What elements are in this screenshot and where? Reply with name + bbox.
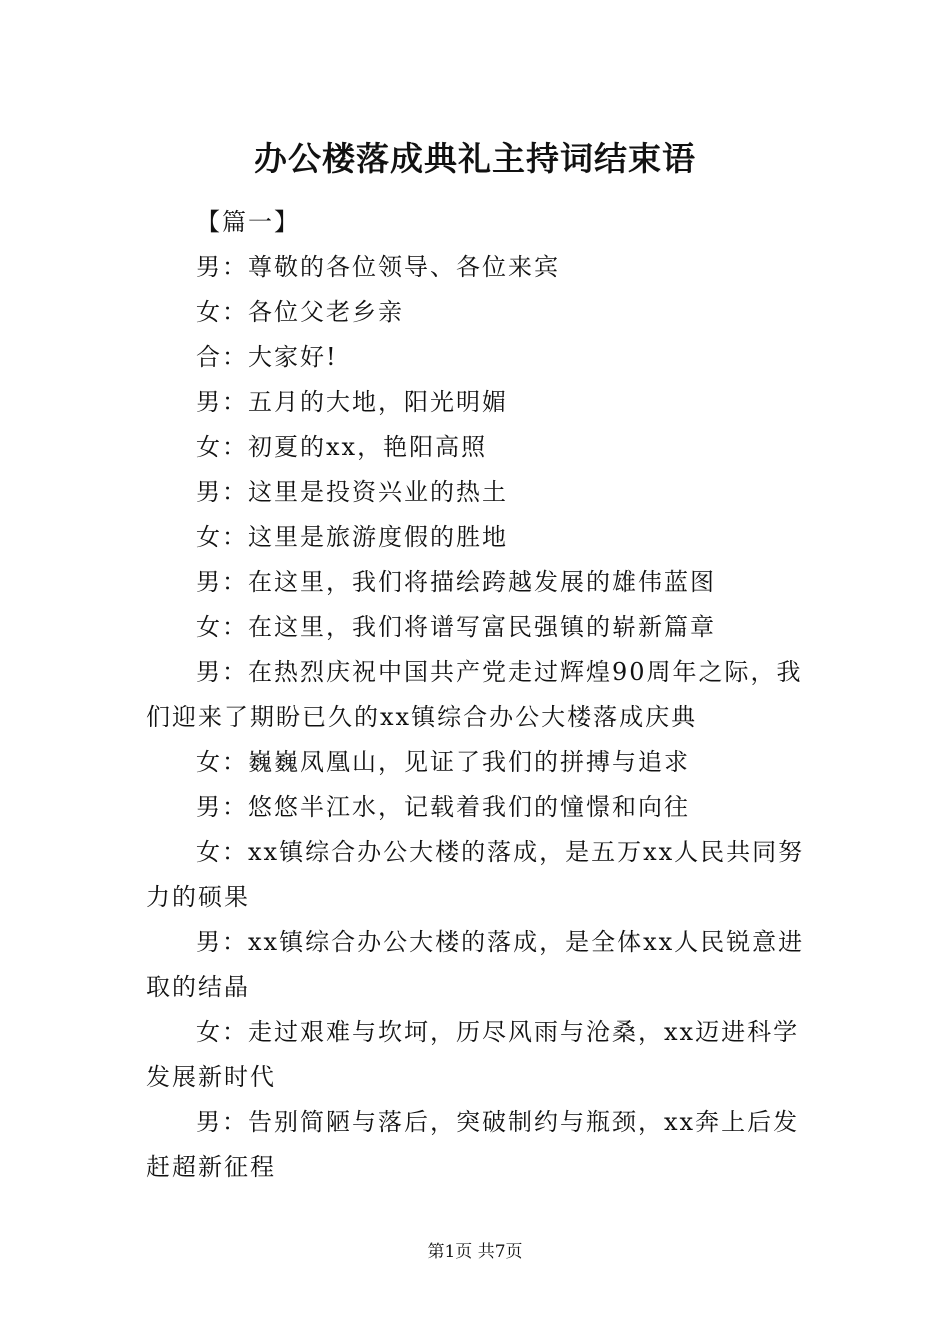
paragraph: 女：初夏的xx，艳阳高照 bbox=[196, 433, 488, 461]
paragraph: 男：五月的大地，阳光明媚 bbox=[196, 388, 508, 416]
paragraph: 男：告别简陋与落后，突破制约与瓶颈，xx奔上后发赶超新征程 bbox=[146, 1108, 800, 1181]
paragraph: 男：在这里，我们将描绘跨越发展的雄伟蓝图 bbox=[196, 568, 716, 596]
document-body bbox=[146, 200, 810, 1190]
paragraph: 女：在这里，我们将谱写富民强镇的崭新篇章 bbox=[196, 613, 716, 641]
paragraph: 男：尊敬的各位领导、各位来宾 bbox=[196, 253, 560, 281]
paragraph: 女：巍巍凤凰山，见证了我们的拼搏与追求 bbox=[196, 748, 690, 776]
section-heading: 【篇一】 bbox=[196, 208, 300, 236]
paragraph: 男：悠悠半江水，记载着我们的憧憬和向往 bbox=[196, 793, 690, 821]
paragraph: 女：走过艰难与坎坷，历尽风雨与沧桑，xx迈进科学发展新时代 bbox=[146, 1018, 800, 1091]
document-title: 办公楼落成典礼主持词结束语 bbox=[254, 139, 696, 178]
paragraph: 女：各位父老乡亲 bbox=[196, 298, 404, 326]
paragraph: 合：大家好! bbox=[196, 343, 338, 371]
paragraph: 男：这里是投资兴业的热土 bbox=[196, 478, 508, 506]
paragraph: 男：在热烈庆祝中国共产党走过辉煌90周年之际，我们迎来了期盼已久的xx镇综合办公大楼落成庆典 bbox=[146, 658, 803, 731]
paragraph: 男：xx镇综合办公大楼的落成，是全体xx人民锐意进取的结晶 bbox=[146, 928, 805, 1001]
page-number-footer: 第1页 共7页 bbox=[427, 1242, 523, 1262]
paragraph: 女：这里是旅游度假的胜地 bbox=[196, 523, 508, 551]
paragraph: 女：xx镇综合办公大楼的落成，是五万xx人民共同努力的硕果 bbox=[146, 838, 805, 911]
